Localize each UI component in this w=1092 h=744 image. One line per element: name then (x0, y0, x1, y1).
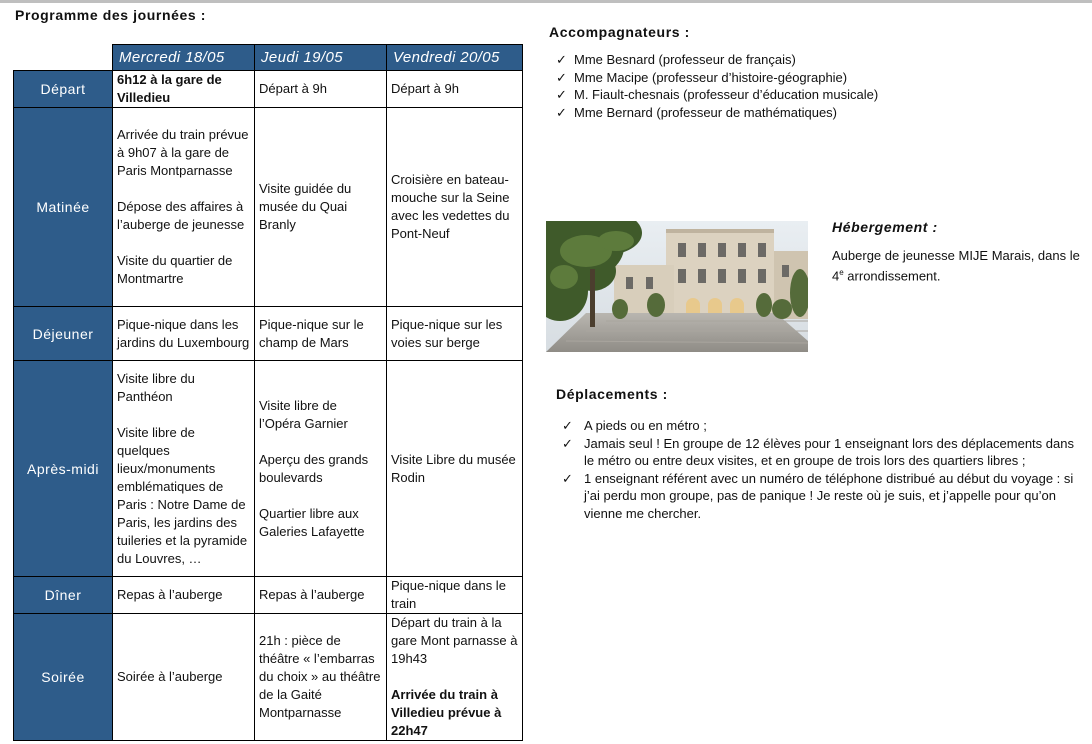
cell-text: Dépose des affaires à l’auberge de jeunesse (117, 199, 245, 232)
cell-dejeuner-vendredi: Pique-nique sur les voies sur berge (387, 307, 523, 361)
programme-title: Programme des journées : (15, 7, 207, 23)
cell-text: Aperçu des grands boulevards (259, 451, 369, 485)
table-row (14, 614, 523, 741)
row-label-soiree: Soirée (14, 614, 113, 741)
list-item: ✓ M. Fiault-chesnais (professeur d’éducation musicale) (556, 87, 879, 102)
cell-soiree-jeudi: 21h : pièce de théâtre « l’embarras du choix » au théâtre de la Gaité Montparnasse (255, 614, 387, 741)
day-header-jeudi: Jeudi 19/05 (255, 45, 387, 71)
accompagnateurs-title: Accompagnateurs : (549, 24, 690, 40)
deplacements-title: Déplacements : (556, 386, 668, 402)
cell-soiree-vendredi (387, 614, 523, 741)
hebergement-text: Auberge de jeunesse MIJE Marais, dans le 4e arrondissement. (832, 248, 1080, 284)
cell-text: Visite du quartier de Montmartre (117, 253, 233, 286)
day-header-mercredi: Mercredi 18/05 (113, 45, 255, 71)
table-row (14, 361, 523, 577)
cell-soiree-mercredi: Soirée à l’auberge (113, 614, 255, 741)
cell-text: Visite libre de l’Opéra Garnier (259, 397, 348, 431)
table-row (14, 577, 523, 614)
cell-depart-mercredi: 6h12 à la gare de Villedieu (113, 71, 255, 108)
cell-matinee-jeudi: Visite guidée du musée du Quai Branly (255, 108, 387, 307)
cell-text: Arrivée du train à Villedieu prévue à 22h47 (391, 687, 502, 738)
cell-matinee-vendredi: Croisière en bateau-mouche sur la Seine avec les vedettes du Pont-Neuf (387, 108, 523, 307)
table-corner (14, 45, 113, 71)
list-item: ✓ Jamais seul ! En groupe de 12 élèves pour 1 enseignant lors des déplacements dans le métro ou entre deux visites, et en groupe de trois lors des quartiers libres ; (562, 435, 1074, 468)
cell-apresmidi-mercredi (113, 361, 255, 577)
cell-dejeuner-mercredi: Pique-nique dans les jardins du Luxembourg (113, 307, 255, 361)
checkmark-icon: ✓ (562, 435, 573, 451)
row-label-dejeuner: Déjeuner (14, 307, 113, 361)
cell-text: Quartier libre aux Galeries Lafayette (259, 505, 365, 539)
row-label-apresmidi: Après-midi (14, 361, 113, 577)
list-item: ✓ A pieds ou en métro ; (562, 418, 707, 433)
cell-text: Visite libre de quelques lieux/monuments emblématiques de Paris : Notre Dame de Paris, les jardins des tuileries et la pyramide du Louvres, … (117, 424, 248, 566)
cell-text: Départ du train à la gare Mont parnasse à 19h43 (391, 615, 518, 666)
row-label-matinee: Matinée (14, 108, 113, 307)
checkmark-icon: ✓ (562, 418, 573, 433)
day-header-vendredi: Vendredi 20/05 (387, 45, 523, 71)
top-rule (0, 0, 1092, 3)
list-item: ✓ Mme Bernard (professeur de mathématiques) (556, 104, 838, 120)
hostel-photo (546, 221, 808, 352)
table-row (14, 108, 523, 307)
cell-diner-jeudi: Repas à l’auberge (255, 577, 387, 614)
checkmark-icon: ✓ (556, 52, 567, 67)
cell-depart-jeudi: Départ à 9h (255, 71, 387, 108)
row-label-depart: Départ (14, 71, 113, 108)
cell-apresmidi-vendredi: Visite Libre du musée Rodin (387, 361, 523, 577)
checkmark-icon: ✓ (562, 470, 573, 486)
list-item: ✓ Mme Besnard (professeur de français) (556, 52, 796, 67)
row-label-diner: Dîner (14, 577, 113, 614)
cell-text: Arrivée du train prévue à 9h07 à la gare de Paris Montparnasse (117, 127, 249, 178)
cell-text: Visite libre du Panthéon (117, 370, 195, 404)
table-row (14, 71, 523, 108)
cell-diner-vendredi: Pique-nique dans le train (387, 577, 523, 614)
checkmark-icon: ✓ (556, 69, 567, 85)
checkmark-icon: ✓ (556, 87, 567, 102)
hebergement-title: Hébergement : (832, 219, 938, 235)
deplacements-list (556, 417, 1084, 522)
checkmark-icon: ✓ (556, 104, 567, 120)
cell-diner-mercredi: Repas à l’auberge (113, 577, 255, 614)
cell-apresmidi-jeudi (255, 361, 387, 577)
table-row (14, 307, 523, 361)
cell-matinee-mercredi (113, 108, 255, 307)
accompagnateurs-list (550, 51, 878, 121)
list-item: ✓ 1 enseignant référent avec un numéro de téléphone distribué au début du voyage : si j’ai perdu mon groupe, pas de panique ! Je reste où je suis, et j’appelle pour qu’on vienne me chercher. (562, 470, 1074, 521)
cell-dejeuner-jeudi: Pique-nique sur le champ de Mars (255, 307, 387, 361)
list-item: ✓ Mme Macipe (professeur d’histoire-géographie) (556, 69, 848, 85)
cell-depart-vendredi: Départ à 9h (387, 71, 523, 108)
schedule-table (13, 44, 523, 741)
